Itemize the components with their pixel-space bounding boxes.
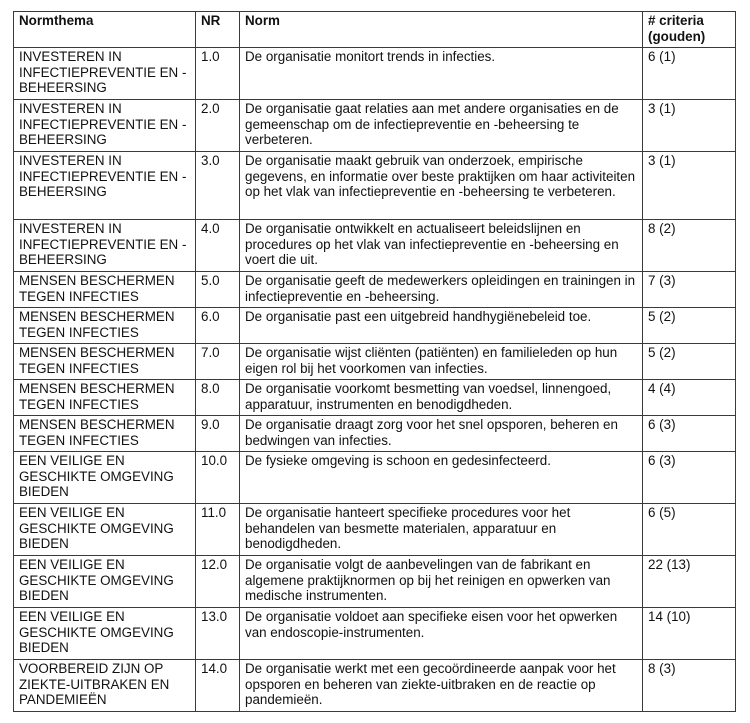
header-nr: NR — [196, 12, 240, 48]
cell-nr: 7.0 — [196, 344, 240, 380]
cell-nr: 6.0 — [196, 308, 240, 344]
cell-norm: De organisatie draagt zorg voor het snel opsporen, beheren en bedwingen van infecties. — [240, 416, 643, 452]
cell-criteria: 6 (3) — [643, 452, 736, 504]
cell-nr: 13.0 — [196, 608, 240, 660]
cell-criteria: 5 (2) — [643, 344, 736, 380]
cell-theme: EEN VEILIGE EN GESCHIKTE OMGEVING BIEDEN — [14, 556, 196, 608]
cell-theme: INVESTEREN IN INFECTIEPREVENTIE EN -BEHEERSING — [14, 48, 196, 100]
norms-table — [13, 11, 736, 712]
table-row — [14, 556, 736, 608]
cell-theme: INVESTEREN IN INFECTIEPREVENTIE EN -BEHEERSING — [14, 220, 196, 272]
cell-nr: 1.0 — [196, 48, 240, 100]
table-body — [14, 48, 736, 712]
table-row — [14, 272, 736, 308]
cell-norm: De organisatie past een uitgebreid handhygiënebeleid toe. — [240, 308, 643, 344]
cell-criteria: 8 (2) — [643, 220, 736, 272]
cell-criteria: 6 (1) — [643, 48, 736, 100]
header-norm: Norm — [240, 12, 643, 48]
cell-theme: MENSEN BESCHERMEN TEGEN INFECTIES — [14, 344, 196, 380]
table-row — [14, 308, 736, 344]
cell-norm: De organisatie werkt met een gecoördineerde aanpak voor het opsporen en beheren van ziekte-uitbraken en de reactie op pandemieën. — [240, 660, 643, 712]
cell-criteria: 6 (3) — [643, 416, 736, 452]
cell-norm: De organisatie voorkomt besmetting van voedsel, linnengoed, apparatuur, instrumenten en benodigdheden. — [240, 380, 643, 416]
cell-criteria: 5 (2) — [643, 308, 736, 344]
cell-norm: De organisatie hanteert specifieke procedures voor het behandelen van besmette materialen, apparatuur en benodigdheden. — [240, 504, 643, 556]
cell-nr: 2.0 — [196, 100, 240, 152]
table-row — [14, 416, 736, 452]
cell-nr: 12.0 — [196, 556, 240, 608]
table-row — [14, 380, 736, 416]
cell-theme: MENSEN BESCHERMEN TEGEN INFECTIES — [14, 380, 196, 416]
cell-norm: De organisatie monitort trends in infecties. — [240, 48, 643, 100]
table-row — [14, 452, 736, 504]
cell-criteria: 3 (1) — [643, 100, 736, 152]
table-row — [14, 152, 736, 220]
header-theme: Normthema — [14, 12, 196, 48]
cell-theme: MENSEN BESCHERMEN TEGEN INFECTIES — [14, 272, 196, 308]
cell-nr: 9.0 — [196, 416, 240, 452]
cell-theme: EEN VEILIGE EN GESCHIKTE OMGEVING BIEDEN — [14, 452, 196, 504]
cell-criteria: 22 (13) — [643, 556, 736, 608]
header-criteria: # criteria (gouden) — [643, 12, 736, 48]
table-row — [14, 660, 736, 712]
cell-norm: De organisatie maakt gebruik van onderzoek, empirische gegevens, en informatie over beste praktijken om haar activiteiten op het vlak van infectiepreventie en -beheersing te verbeteren. — [240, 152, 643, 220]
cell-criteria: 8 (3) — [643, 660, 736, 712]
document-page — [13, 11, 736, 712]
table-row — [14, 504, 736, 556]
cell-theme: MENSEN BESCHERMEN TEGEN INFECTIES — [14, 308, 196, 344]
cell-nr: 5.0 — [196, 272, 240, 308]
cell-nr: 8.0 — [196, 380, 240, 416]
cell-norm: De organisatie volgt de aanbevelingen van de fabrikant en algemene praktijknormen op bij het reinigen en opwerken van medische instrumenten. — [240, 556, 643, 608]
cell-criteria: 7 (3) — [643, 272, 736, 308]
cell-norm: De organisatie gaat relaties aan met andere organisaties en de gemeenschap om de infectiepreventie en -beheersing te verbeteren. — [240, 100, 643, 152]
cell-norm: De organisatie wijst cliënten (patiënten) en familieleden op hun eigen rol bij het voorkomen van infecties. — [240, 344, 643, 380]
cell-theme: VOORBEREID ZIJN OP ZIEKTE-UITBRAKEN EN PANDEMIEËN — [14, 660, 196, 712]
cell-norm: De organisatie ontwikkelt en actualiseert beleidslijnen en procedures op het vlak van infectiepreventie en -beheersing en voert die uit. — [240, 220, 643, 272]
cell-criteria: 4 (4) — [643, 380, 736, 416]
table-row — [14, 100, 736, 152]
table-header-row — [14, 12, 736, 48]
cell-norm: De organisatie voldoet aan specifieke eisen voor het opwerken van endoscopie-instrumenten. — [240, 608, 643, 660]
cell-nr: 4.0 — [196, 220, 240, 272]
table-row — [14, 608, 736, 660]
cell-criteria: 14 (10) — [643, 608, 736, 660]
table-row — [14, 344, 736, 380]
cell-theme: MENSEN BESCHERMEN TEGEN INFECTIES — [14, 416, 196, 452]
cell-theme: INVESTEREN IN INFECTIEPREVENTIE EN -BEHEERSING — [14, 152, 196, 220]
cell-theme: INVESTEREN IN INFECTIEPREVENTIE EN -BEHEERSING — [14, 100, 196, 152]
table-row — [14, 48, 736, 100]
cell-criteria: 6 (5) — [643, 504, 736, 556]
table-row — [14, 220, 736, 272]
cell-nr: 11.0 — [196, 504, 240, 556]
cell-nr: 14.0 — [196, 660, 240, 712]
cell-norm: De fysieke omgeving is schoon en gedesinfecteerd. — [240, 452, 643, 504]
cell-criteria: 3 (1) — [643, 152, 736, 220]
cell-theme: EEN VEILIGE EN GESCHIKTE OMGEVING BIEDEN — [14, 608, 196, 660]
cell-theme: EEN VEILIGE EN GESCHIKTE OMGEVING BIEDEN — [14, 504, 196, 556]
cell-nr: 3.0 — [196, 152, 240, 220]
cell-nr: 10.0 — [196, 452, 240, 504]
cell-norm: De organisatie geeft de medewerkers opleidingen en trainingen in infectiepreventie en -beheersing. — [240, 272, 643, 308]
